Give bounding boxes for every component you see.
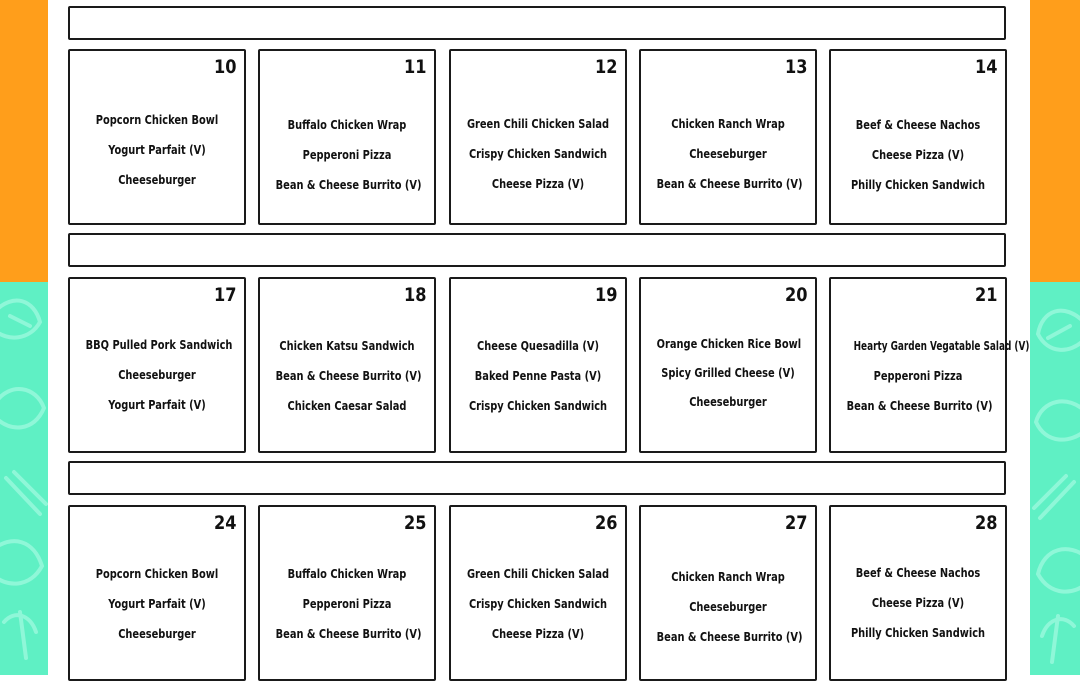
orange-band: [0, 0, 48, 282]
menu-item: Orange Chicken Rice Bowl: [656, 337, 802, 351]
menu-item: Cheese Quesadilla (V): [477, 339, 599, 353]
menu-item: Cheeseburger: [689, 147, 767, 161]
menu-item: Bean & Cheese Burrito (V): [275, 369, 422, 383]
menu-item: Popcorn Chicken Bowl: [95, 567, 219, 581]
menu-item: Spicy Grilled Cheese (V): [661, 366, 795, 380]
day-cell: [639, 277, 817, 453]
day-number: 19: [594, 284, 617, 306]
menu-item: Cheese Pizza (V): [491, 627, 585, 641]
day-cell: [68, 505, 246, 681]
menu-list: [260, 110, 434, 200]
day-number: 10: [213, 56, 236, 78]
week-header-bar: [68, 233, 1006, 267]
day-cell: [829, 277, 1030, 453]
menu-item: Pepperoni Pizza: [302, 148, 392, 162]
day-cell: [639, 49, 817, 225]
menu-list: [260, 559, 434, 649]
menu-item: Baked Penne Pasta (V): [474, 369, 602, 383]
day-number: 24: [213, 512, 236, 534]
day-number: 27: [784, 512, 807, 534]
menu-list: [641, 330, 815, 417]
menu-item: Bean & Cheese Burrito (V): [846, 399, 993, 413]
menu-list: [451, 331, 625, 421]
menu-item: Yogurt Parfait (V): [108, 597, 206, 611]
day-number: 17: [213, 284, 236, 306]
menu-item: BBQ Pulled Pork Sandwich: [85, 338, 233, 352]
menu-item: Cheeseburger: [689, 600, 767, 614]
menu-item: Chicken Ranch Wrap: [671, 117, 785, 131]
menu-item: Bean & Cheese Burrito (V): [275, 178, 422, 192]
day-cell: [829, 505, 1007, 681]
menu-item: Cheese Pizza (V): [871, 148, 965, 162]
day-number: 25: [403, 512, 426, 534]
day-cell: [449, 49, 627, 225]
menu-item: Chicken Caesar Salad: [287, 399, 407, 413]
day-number: 21: [974, 284, 997, 306]
menu-item: Bean & Cheese Burrito (V): [656, 630, 803, 644]
day-cell: [449, 277, 627, 453]
menu-item: Chicken Katsu Sandwich: [279, 339, 415, 353]
produce-pattern-icon: [1030, 282, 1080, 675]
menu-item: Beef & Cheese Nachos: [855, 566, 981, 580]
week-header-bar: [68, 461, 1006, 495]
menu-item: Green Chili Chicken Salad: [466, 117, 610, 131]
menu-item: Buffalo Chicken Wrap: [287, 118, 407, 132]
menu-item: Bean & Cheese Burrito (V): [275, 627, 422, 641]
menu-list: [641, 562, 815, 652]
menu-item: Philly Chicken Sandwich: [850, 178, 986, 192]
day-number: 11: [403, 56, 426, 78]
menu-item: Beef & Cheese Nachos: [855, 118, 981, 132]
day-cell: [829, 49, 1007, 225]
produce-pattern-icon: [0, 282, 48, 675]
day-number: 13: [784, 56, 807, 78]
menu-list: [831, 110, 1005, 200]
menu-item: Cheese Pizza (V): [871, 596, 965, 610]
menu-list: [451, 559, 625, 649]
menu-list: [260, 331, 434, 421]
day-cell: [68, 49, 246, 225]
menu-item: Philly Chicken Sandwich: [850, 626, 986, 640]
left-decor-strip: [0, 0, 48, 675]
right-decor-strip: [1030, 0, 1080, 675]
menu-item: Crispy Chicken Sandwich: [468, 147, 608, 161]
day-cell: [68, 277, 246, 453]
menu-list: [831, 331, 1030, 421]
day-cell: [258, 505, 436, 681]
day-number: 18: [403, 284, 426, 306]
menu-item: Cheeseburger: [689, 395, 767, 409]
menu-list: [70, 330, 244, 420]
menu-item: Pepperoni Pizza: [873, 369, 963, 383]
menu-item: Crispy Chicken Sandwich: [468, 597, 608, 611]
menu-item: Green Chili Chicken Salad: [466, 567, 610, 581]
menu-item: Yogurt Parfait (V): [108, 143, 206, 157]
menu-item: Pepperoni Pizza: [302, 597, 392, 611]
day-cell: [258, 277, 436, 453]
menu-list: [641, 109, 815, 199]
day-cell: [449, 505, 627, 681]
menu-item: Popcorn Chicken Bowl: [95, 113, 219, 127]
day-number: 26: [594, 512, 617, 534]
menu-list: [451, 109, 625, 199]
menu-item: Buffalo Chicken Wrap: [287, 567, 407, 581]
menu-list: [831, 558, 1005, 648]
day-number: 12: [594, 56, 617, 78]
menu-item: Cheese Pizza (V): [491, 177, 585, 191]
day-cell: [639, 505, 817, 681]
menu-list: [70, 559, 244, 649]
week-header-bar: [68, 6, 1006, 40]
day-cell: [258, 49, 436, 225]
menu-item: Cheeseburger: [118, 173, 196, 187]
day-number: 28: [974, 512, 997, 534]
menu-item: Cheeseburger: [118, 627, 196, 641]
menu-item: Chicken Ranch Wrap: [671, 570, 785, 584]
day-number: 14: [974, 56, 997, 78]
menu-list: [70, 105, 244, 195]
menu-item: Yogurt Parfait (V): [108, 398, 206, 412]
menu-item: Crispy Chicken Sandwich: [468, 399, 608, 413]
orange-band: [1030, 0, 1080, 282]
menu-item: Cheeseburger: [118, 368, 196, 382]
day-number: 20: [784, 284, 807, 306]
menu-item: Hearty Garden Vegatable Salad (V): [853, 339, 1030, 353]
menu-item: Bean & Cheese Burrito (V): [656, 177, 803, 191]
